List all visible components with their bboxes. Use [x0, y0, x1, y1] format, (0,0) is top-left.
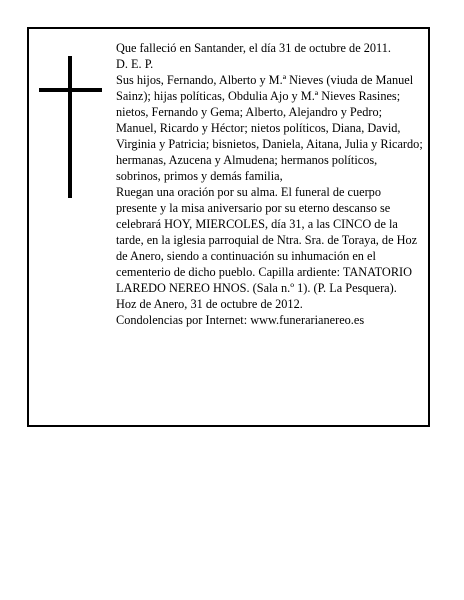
cross-horizontal-bar: [39, 88, 102, 92]
rip-line: D. E. P.: [116, 57, 154, 71]
cross-vertical-bar: [68, 56, 72, 198]
obituary-notice: [27, 27, 430, 427]
place-date: Hoz de Anero, 31 de octubre de 2012.: [116, 297, 303, 311]
family-list: Sus hijos, Fernando, Alberto y M.ª Nieves (viuda de Manuel Sainz); hijas políticas, Obdulia Ajo y M.ª Nieves Rasines; nietos, Fernando y Gema; Alberto, Alejandro y Pedro; Manuel, Ricardo y Héctor; nietos políticos, Diana, David, Virginia y Patricia; bisnietos, Daniela, Aitana, Julia y Ricardo; hermanas, Azucena y Almudena; hermanos políticos, sobrinos, primos y demás familia,: [116, 73, 423, 183]
death-statement: Que falleció en Santander, el día 31 de octubre de 2011.: [116, 41, 391, 55]
funeral-details: Ruegan una oración por su alma. El funeral de cuerpo presente y la misa aniversario por su eterno descanso se celebrará HOY, MIERCOLES, día 31, a las CINCO de la tarde, en la iglesia parroquial de Ntra. Sra. de Toraya, de Hoz de Anero, siendo a continuación su inhumación en el cementerio de dicho pueblo. Capilla ardiente: TANATORIO LAREDO NEREO HNOS. (Sala n.º 1). (P. La Pesquera).: [116, 185, 418, 295]
obituary-text: [116, 40, 424, 328]
condolences-line: Condolencias por Internet: www.funerarianereo.es: [116, 313, 365, 327]
